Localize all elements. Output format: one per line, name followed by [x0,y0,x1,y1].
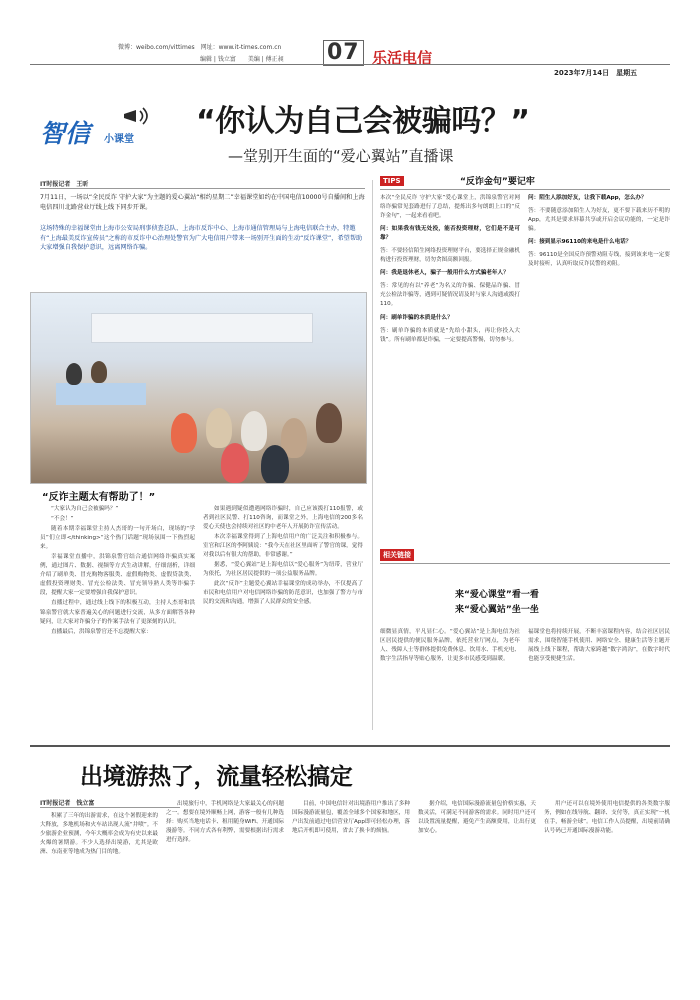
photo-person [171,413,197,453]
photo-desk [56,383,146,405]
article-paragraph: 如果遇到疑似遭遇网络诈骗时，自己应该拨打110报警，或者到社区民警、打110咨询，而课堂之外，上海电信的200多名爱心天使也会持续对社区的中老年人开展防诈宣传活动。 [203,506,363,531]
related-text-left: 细微显真情，平凡显仁心。“爱心翼站”是上海电信为社区居民提供的便民服务品牌，依托营业厅网点，为老年人、残障人士等群体提供免费休息、饮用水、手机充电、数字生活指导等贴心服务，让更多市民感受到温暖。 [380,629,520,663]
bottom-article-title: 出境游热了，流量轻松搞定 [80,764,353,790]
main-byline: IT时报记者 王昕 [40,181,89,188]
article-paragraph: 直播过程中，通过线上线下的积极互动，主持人杰哥和洪锦泉警官就大家普遍关心的问题进行交流，从多方面解答各种疑问，让大家对诈骗分子的作案手法有了更深刻的认识。 [40,600,195,625]
lead-highlight-paragraph: 这场特殊的幸福课堂由上海市公安局刑事侦查总队、上海市反诈中心、上海市通信管理局与上海电信联合主办，特邀有“上海最美反诈宣传员”之称的市反诈中心治理处警官为广大电信用户带来一场别开生面的生动“反诈课堂”，希望帮助大家增强自我保护意识，远离网络诈骗。 [40,225,363,252]
section-name: 乐活电信 [372,49,433,67]
photo-person [91,361,107,383]
bottom-column-2 [166,800,284,992]
article-column-left [40,505,195,730]
tips-column-right [528,194,670,544]
article-paragraph: 用户还可以在境外使用电信提供的各类数字服务，例如在线导航、翻译、支付等，真正实现“一机在手，畅游全球”。电信工作人员提醒，出境前请确认号码已开通国际漫游功能。 [544,801,670,835]
photo-person [316,403,342,443]
page-number: 07 [323,40,364,66]
bottom-article-top-rule [30,745,670,747]
column-logo [40,104,180,156]
header-divider [30,64,670,65]
tips-rule [380,189,670,190]
tips-answer: 答：不要轻信陌生网络投资理财平台，要选择正规金融机构进行投资理财，切勿贪图高额回报。 [380,248,520,264]
column-divider [372,180,373,730]
photo-person [241,411,267,451]
photo-person [66,363,82,385]
tips-question: 问：我是退休老人，骗子一般用什么方式骗老年人？ [380,270,509,277]
photo-person [261,445,289,484]
header-info-line: 微博：weibo.com/vittimes 网址：www.it-times.com.cn [118,44,282,51]
article-paragraph: 幸福课堂直播中，洪锦泉警官结合通信网络诈骗真实案例，通过图片、数据、视频等方式生动讲解，仔细剖析，详细介绍了刷单类、冒充购物客服类、虚假购物类、虚假贷款类、虚假投资理财类、冒充公检法类、冒充领导熟人类等诈骗手段，提醒大家一定要增强自我保护意识。 [40,554,195,597]
photo-caption-heading: “反诈主题太有帮助了！” [42,492,156,503]
megaphone-icon [120,104,154,128]
byline-rule [40,188,365,189]
bottom-column-5 [544,800,670,992]
article-paragraph: 随着本期幸福课堂主持人杰哥的一句开场白，现场的“学员”们立即</thinking>“这个热门话题”现场氛围一下热烈起来。 [40,526,195,551]
photo-person [206,408,232,448]
article-paragraph: 目前，中国电信针对出境游用户推出了多种国际漫游流量包，覆盖全球多个国家和地区，用户出发前通过电信营业厅App即可轻松办理，落地后开机即可使用，省去了换卡的烦恼。 [292,801,410,835]
bottom-column-4 [418,800,536,992]
photo-backdrop [91,313,313,343]
bottom-column-3 [292,800,410,992]
tips-answer: 答：刷单诈骗的本质就是“先给小甜头，再让你投入大钱”。所有刷单都是诈骗，一定要提高警惕，切勿参与。 [380,327,520,343]
bottom-column-1 [40,812,158,992]
tips-tag: TIPS [380,176,404,186]
tips-answer: 答：96110是全国反诈预警劝阻专线，接到该来电一定要及时接听，认真听取反诈民警的劝阻。 [528,252,670,268]
tips-answer: 答：不要随意添加陌生人为好友，更不要下载来历不明的App，尤其是要求屏幕共享或开启会议功能的，一定是诈骗。 [528,208,670,233]
header-editors: 编辑 | 钱立富 美编 | 傅正昶 [200,56,284,63]
article-paragraph: “不会！” [51,516,74,523]
article-paragraph: 据悉，“爱心翼站”是上海电信以“爱心服务”为纽带，营业厅为依托，为社区居民提供的一项公益服务品牌。 [203,562,363,578]
article-paragraph: 积累了三年的出游需求，在这个暑假迎来的大释放，多地机场和火车站出现人流“井喷”。不少旅游企业预测，今年大概率会成为有史以来最火爆的暑期游。不少人选择出境游，尤其是欧洲、东南亚等地成为热门目的地。 [40,813,158,856]
tips-title: “反诈金句”要记牢 [460,177,535,187]
related-title-line1: 来“爱心课堂”看一看 [455,590,539,600]
bottom-article-byline: IT时报记者 钱立富 [40,800,95,807]
tips-question: 问：刷单诈骗的本质是什么？ [380,314,453,321]
related-rule [380,563,670,564]
related-tag: 相关链接 [380,549,414,561]
main-subtitle: —堂别开生面的“爱心翼站”直播课 [228,147,454,165]
issue-date: 2023年7月14日 星期五 [554,69,638,77]
article-paragraph: 此次“反诈”主题爱心翼站幸福课堂的成功举办，不仅提高了市民和电信用户对电信网络诈骗的防范意识，也加强了警方与市民的交流和沟通，增强了人民群众的安全感。 [203,581,363,606]
tips-question: 问：陌生人添加好友，让我下载App，怎么办？ [528,195,647,201]
tips-question: 问：如果我有钱无处投，能否投资理财，它们是不是可靠？ [380,226,520,242]
bottom-byline-rule [40,807,180,808]
tips-intro: 本次“全民反诈 守护大家”爱心课堂上，洪锦泉警官对网络诈骗常见套路进行了总结，提炼出多句朗朗上口的“反诈金句”，一起来看看吧。 [380,195,520,220]
article-column-middle [203,505,363,730]
article-paragraph: 本次幸福课堂得到了上海电信用户的广泛关注和积极参与。室官和江区的李阿姨说：“我今天在社区里面听了警官的课，觉得对我以后有很大的帮助，非常感谢。” [203,534,363,559]
article-paragraph: 直播最后，洪锦泉警官还不忘提醒大家： [51,628,152,635]
main-title: “你认为自己会被骗吗？” [196,104,530,139]
logo-main-text: 智信 [40,119,91,148]
tips-answer: 答：常见的有以“养老”为名义的诈骗、保健品诈骗、冒充公检法诈骗等，遇到可疑情况请及时与家人沟通或拨打110。 [380,283,520,308]
photo-person [221,443,249,483]
related-text-right: 福课堂也将持续开展，不断丰富课程内容，结合社区居民需求，围绕智能手机使用、网络安全、健康生活等主题开展线上线下课程，帮助大家跨越“数字鸿沟”，在数字时代也能享受便捷生活。 [528,629,670,663]
tips-question: 问：接到显示96110的来电是什么电话？ [528,239,632,246]
lead-paragraph: 7月11日，一场以“全民反诈 守护大家”为主题的爱心翼站“相约星期二”幸福课堂如约在中国电信10000号自播间和上海电信四川北路营业厅线上线下同步开课。 [40,194,365,211]
article-paragraph: 出境旅行中，手机网络是大家最关心的问题之一。想要在境外顺畅上网，游客一般有几种选择：购买当地电话卡、租用随身WiFi、开通国际漫游等。不同方式各有利弊，需要根据出行需求进行选择。 [166,801,284,844]
event-photo [30,292,367,484]
related-title-line2: 来“爱心翼站”坐一坐 [455,605,539,615]
logo-sub-text: 小课堂 [104,134,134,145]
article-paragraph: 据介绍，电信国际漫游流量包价格实惠，天数灵活，可满足不同游客的需求。同时用户还可以设置流量提醒，避免产生高额费用，让出行更加安心。 [418,801,536,835]
tips-column-left [380,194,520,544]
article-paragraph: “大家认为自己会被骗吗？” [51,506,119,512]
